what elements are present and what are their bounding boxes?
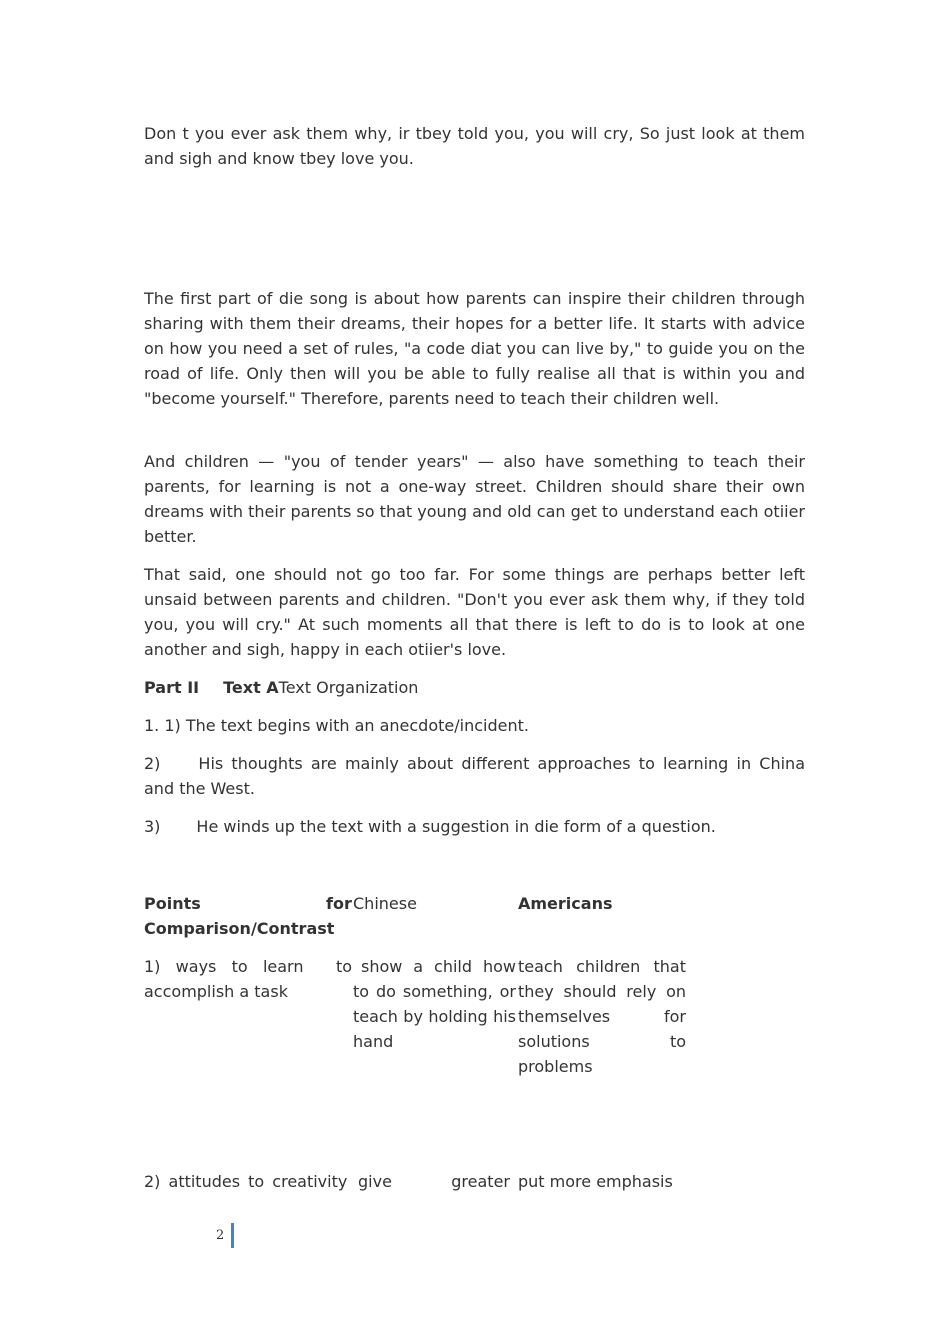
- list-item-3-text: He winds up the text with a suggestion in die form of a question.: [196, 817, 716, 836]
- row1-point-line1: 1) ways to learn: [144, 957, 304, 976]
- list-item-1: 1. 1) The text begins with an anecdote/incident.: [144, 716, 529, 735]
- section-heading: [144, 675, 805, 700]
- heading-title: Text Organization: [278, 678, 419, 697]
- header-americans: Americans: [518, 894, 613, 913]
- header-for: for: [326, 894, 352, 913]
- row1-point-line2: accomplish a task: [144, 982, 288, 1001]
- header-chinese: Chinese: [353, 894, 417, 913]
- paragraph-that-said: That said, one should not go too far. For some things are perhaps better left unsaid between parents and children. "Don't you ever ask them why, if they told you, you will cry." At such moments all that there is left to do is to look at one another and sigh, happy in each otiier's love.: [144, 565, 805, 659]
- row1-americans: teach children that they should rely on themselves for solutions to problems: [518, 957, 686, 1076]
- list-item-2-text: His thoughts are mainly about different approaches to learning in China and the West.: [144, 754, 805, 798]
- page-number: 2: [216, 1228, 225, 1243]
- list-item-3: [144, 814, 805, 839]
- list-item-2: [144, 751, 805, 801]
- heading-part: Part II: [144, 678, 200, 697]
- paragraph-lyrics: Don t you ever ask them why, ir tbey told you, you will cry, So just look at them and sigh and know tbey love you.: [144, 124, 805, 168]
- paragraph-song-part-one: The first part of die song is about how parents can inspire their children through sharing with them their dreams, their hopes for a better life. It starts with advice on how you need a set of rules, "a code diat you can live by," to guide you on the road of life. Only then will you be able to fully realise all that is within you and "become yourself." Therefore, parents need to teach their children well.: [144, 289, 805, 408]
- row1-chinese: show a child how to do something, or teach by holding his hand: [353, 957, 516, 1051]
- paragraph-children-teach: And children — "you of tender years" — also have something to teach their parents, for learning is not a one-way street. Children should share their own dreams with their parents so that young and old can get to understand each otiier better.: [144, 452, 805, 546]
- header-comparison-contrast: Comparison/Contrast: [144, 919, 335, 938]
- page-number-bar: [231, 1223, 234, 1248]
- row1-chinese-prefix: to: [336, 957, 353, 976]
- heading-text-label: Text A: [223, 678, 279, 697]
- list-item-3-number: 3): [144, 817, 161, 836]
- row2-point: 2) attitudes to creativity: [144, 1172, 348, 1191]
- header-points: Points: [144, 894, 201, 913]
- row2-chinese: give greater: [358, 1172, 510, 1191]
- list-item-2-number: 2): [144, 754, 161, 773]
- row2-americans: put more emphasis: [518, 1172, 673, 1191]
